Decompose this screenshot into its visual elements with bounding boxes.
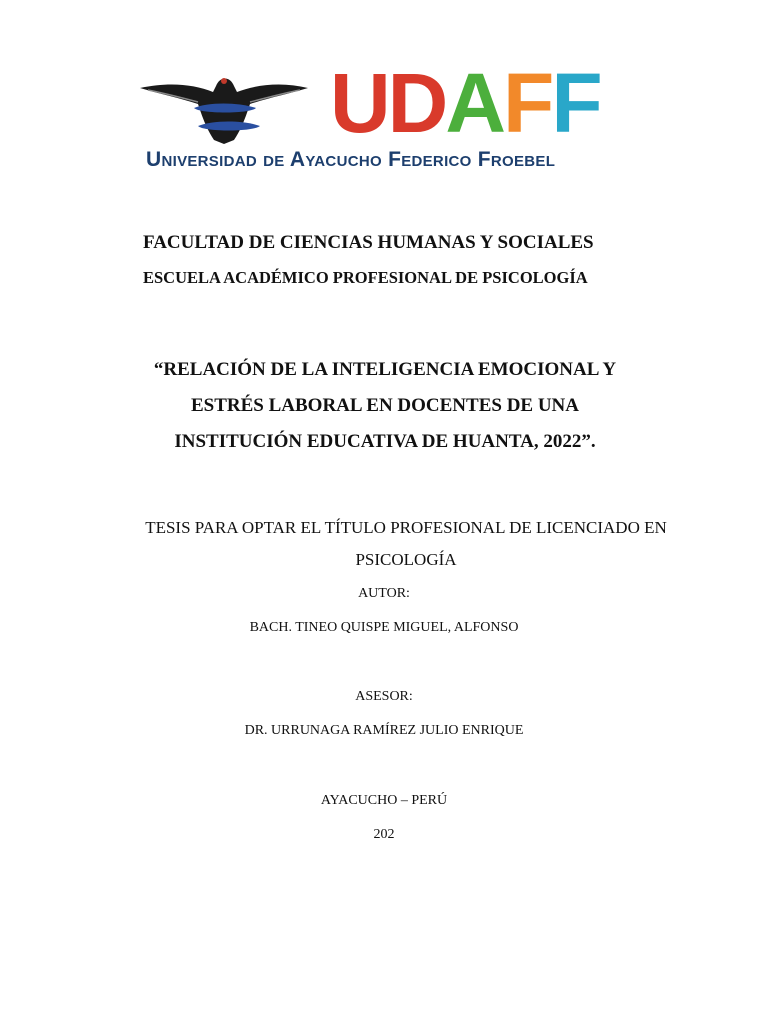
advisor-label: ASESOR: bbox=[355, 689, 413, 704]
school-heading: ESCUELA ACADÉMICO PROFESIONAL DE PSICOLOGÍA bbox=[143, 268, 588, 287]
thesis-title bbox=[120, 352, 650, 460]
year: 202 bbox=[373, 827, 395, 842]
university-name: Universidad de Ayacucho Federico Froebel bbox=[146, 148, 556, 171]
author-label: AUTOR: bbox=[358, 586, 410, 601]
logo-letter: F bbox=[551, 56, 600, 150]
degree-line: TESIS PARA OPTAR EL TÍTULO PROFESIONAL DE LICENCIADO EN bbox=[145, 518, 667, 537]
place: AYACUCHO – PERÚ bbox=[320, 793, 448, 808]
title-line: “RELACIÓN DE LA INTELIGENCIA EMOCIONAL Y bbox=[153, 359, 617, 380]
udaff-wordmark bbox=[330, 56, 600, 150]
degree-statement bbox=[120, 512, 692, 576]
advisor-name: DR. URRUNAGA RAMÍREZ JULIO ENRIQUE bbox=[244, 723, 524, 738]
title-line: ESTRÉS LABORAL EN DOCENTES DE UNA bbox=[190, 395, 579, 416]
eagle-icon bbox=[138, 68, 310, 148]
logo-letter: U bbox=[330, 56, 388, 150]
degree-line: PSICOLOGÍA bbox=[355, 550, 457, 569]
logo-letter: D bbox=[387, 56, 446, 150]
logo-letter: A bbox=[445, 56, 504, 150]
title-line: INSTITUCIÓN EDUCATIVA DE HUANTA, 2022”. bbox=[174, 431, 596, 452]
university-logo bbox=[138, 56, 608, 178]
author-name: BACH. TINEO QUISPE MIGUEL, ALFONSO bbox=[249, 620, 519, 635]
logo-letter: F bbox=[503, 56, 552, 150]
faculty-heading: FACULTAD DE CIENCIAS HUMANAS Y SOCIALES bbox=[143, 232, 594, 253]
